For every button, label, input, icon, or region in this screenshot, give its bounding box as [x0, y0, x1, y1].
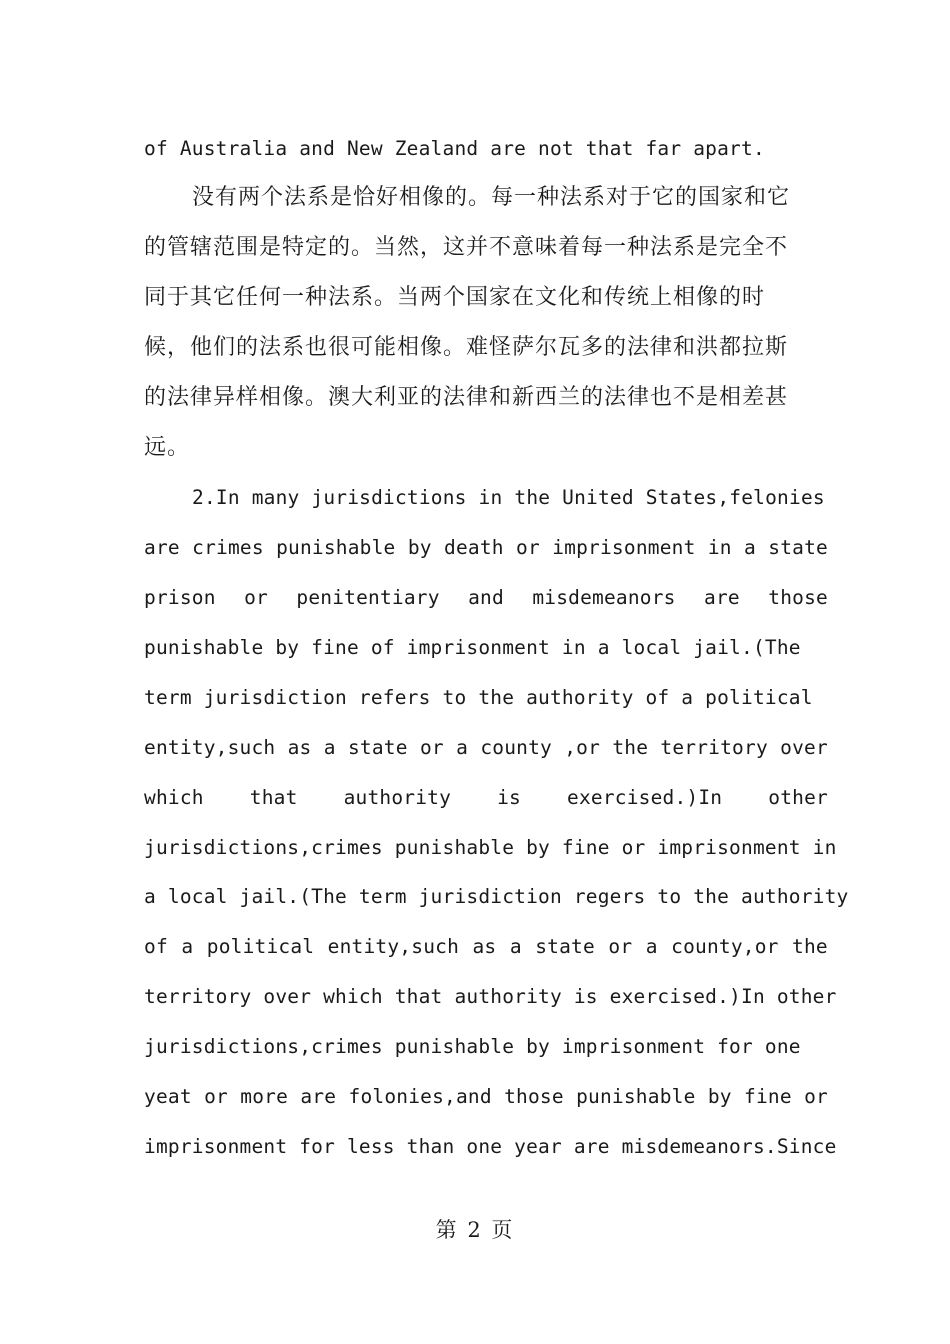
word: fine: [744, 1085, 792, 1108]
word: or: [244, 586, 268, 609]
text-line: [144, 1083, 828, 1111]
text-line: imprisonment for less than one year are misdemeanors.Since: [144, 1135, 837, 1158]
word: penitentiary: [296, 586, 440, 609]
word: as: [287, 736, 312, 759]
word: county,or: [671, 935, 779, 958]
word: state: [535, 935, 595, 958]
text-line: 的管辖范围是特定的。当然，这并不意味着每一种法系是完全不: [144, 235, 789, 260]
word: a: [456, 736, 469, 759]
word: county: [480, 736, 552, 759]
text-line: 远。: [144, 435, 191, 460]
word: are: [144, 536, 180, 559]
text-line: 的法律异样相像。澳大利亚的法律和新西兰的法律也不是相差甚: [144, 385, 789, 410]
word: that: [249, 786, 298, 809]
word: is: [497, 786, 521, 809]
word: death: [444, 536, 504, 559]
word: a: [509, 935, 522, 958]
text-line: 候，他们的法系也很可能相像。难怪萨尔瓦多的法律和洪都拉斯: [144, 335, 789, 360]
word: the: [612, 736, 649, 759]
word: or: [516, 536, 540, 559]
text-line: [144, 784, 828, 812]
text-line: 2.In many jurisdictions in the United States,felonies: [192, 486, 825, 509]
text-line: territory over which that authority is exercised.)In other: [144, 985, 837, 1008]
text-line: [144, 584, 828, 612]
text-line: [144, 734, 828, 762]
word: prison: [144, 586, 216, 609]
word: and: [468, 586, 504, 609]
word: or: [419, 736, 444, 759]
word: those: [768, 586, 828, 609]
text-line: term jurisdiction refers to the authority of a political: [144, 686, 813, 709]
word: yeat: [144, 1085, 192, 1108]
word: a: [181, 935, 194, 958]
word: as: [472, 935, 497, 958]
word: the: [792, 935, 828, 958]
word: state: [768, 536, 828, 559]
text-line: 没有两个法系是恰好相像的。每一种法系对于它的国家和它: [192, 185, 791, 210]
text-line: 同于其它任何一种法系。当两个国家在文化和传统上相像的时: [144, 285, 766, 310]
word: folonies,and: [348, 1085, 492, 1108]
word: or: [204, 1085, 228, 1108]
word: territory: [660, 736, 768, 759]
text-line: of Australia and New Zealand are not that far apart.: [144, 137, 765, 160]
word: ,or: [564, 736, 601, 759]
word: those: [504, 1085, 564, 1108]
word: are: [704, 586, 740, 609]
text-line: [144, 933, 828, 961]
text-line: [144, 534, 828, 562]
page-number: 第 2 页: [435, 1218, 515, 1242]
word: in: [707, 536, 732, 559]
word: or: [804, 1085, 828, 1108]
text-line: punishable by fine of imprisonment in a local jail.(The: [144, 636, 801, 659]
word: state: [347, 736, 408, 759]
word: by: [707, 1085, 732, 1108]
word: over: [780, 736, 828, 759]
word: crimes: [192, 536, 264, 559]
word: political: [206, 935, 315, 958]
word: or: [608, 935, 633, 958]
word: of: [144, 935, 168, 958]
text-line: jurisdictions,crimes punishable by fine or imprisonment in: [144, 836, 837, 859]
word: punishable: [276, 536, 396, 559]
word: which: [144, 786, 204, 809]
word: more: [240, 1085, 289, 1108]
word: entity,such: [144, 736, 276, 759]
word: entity,such: [327, 935, 460, 958]
word: misdemeanors: [532, 586, 676, 609]
word: authority: [343, 786, 452, 809]
word: a: [744, 536, 756, 559]
word: punishable: [576, 1085, 696, 1108]
word: a: [645, 935, 658, 958]
word: imprisonment: [552, 536, 696, 559]
word: a: [323, 736, 336, 759]
word: exercised.)In: [567, 786, 723, 809]
text-line: a local jail.(The term jurisdiction regers to the authority: [144, 885, 849, 908]
word: other: [768, 786, 828, 809]
text-line: jurisdictions,crimes punishable by imprisonment for one: [144, 1035, 801, 1058]
word: by: [407, 536, 432, 559]
word: are: [300, 1085, 337, 1108]
